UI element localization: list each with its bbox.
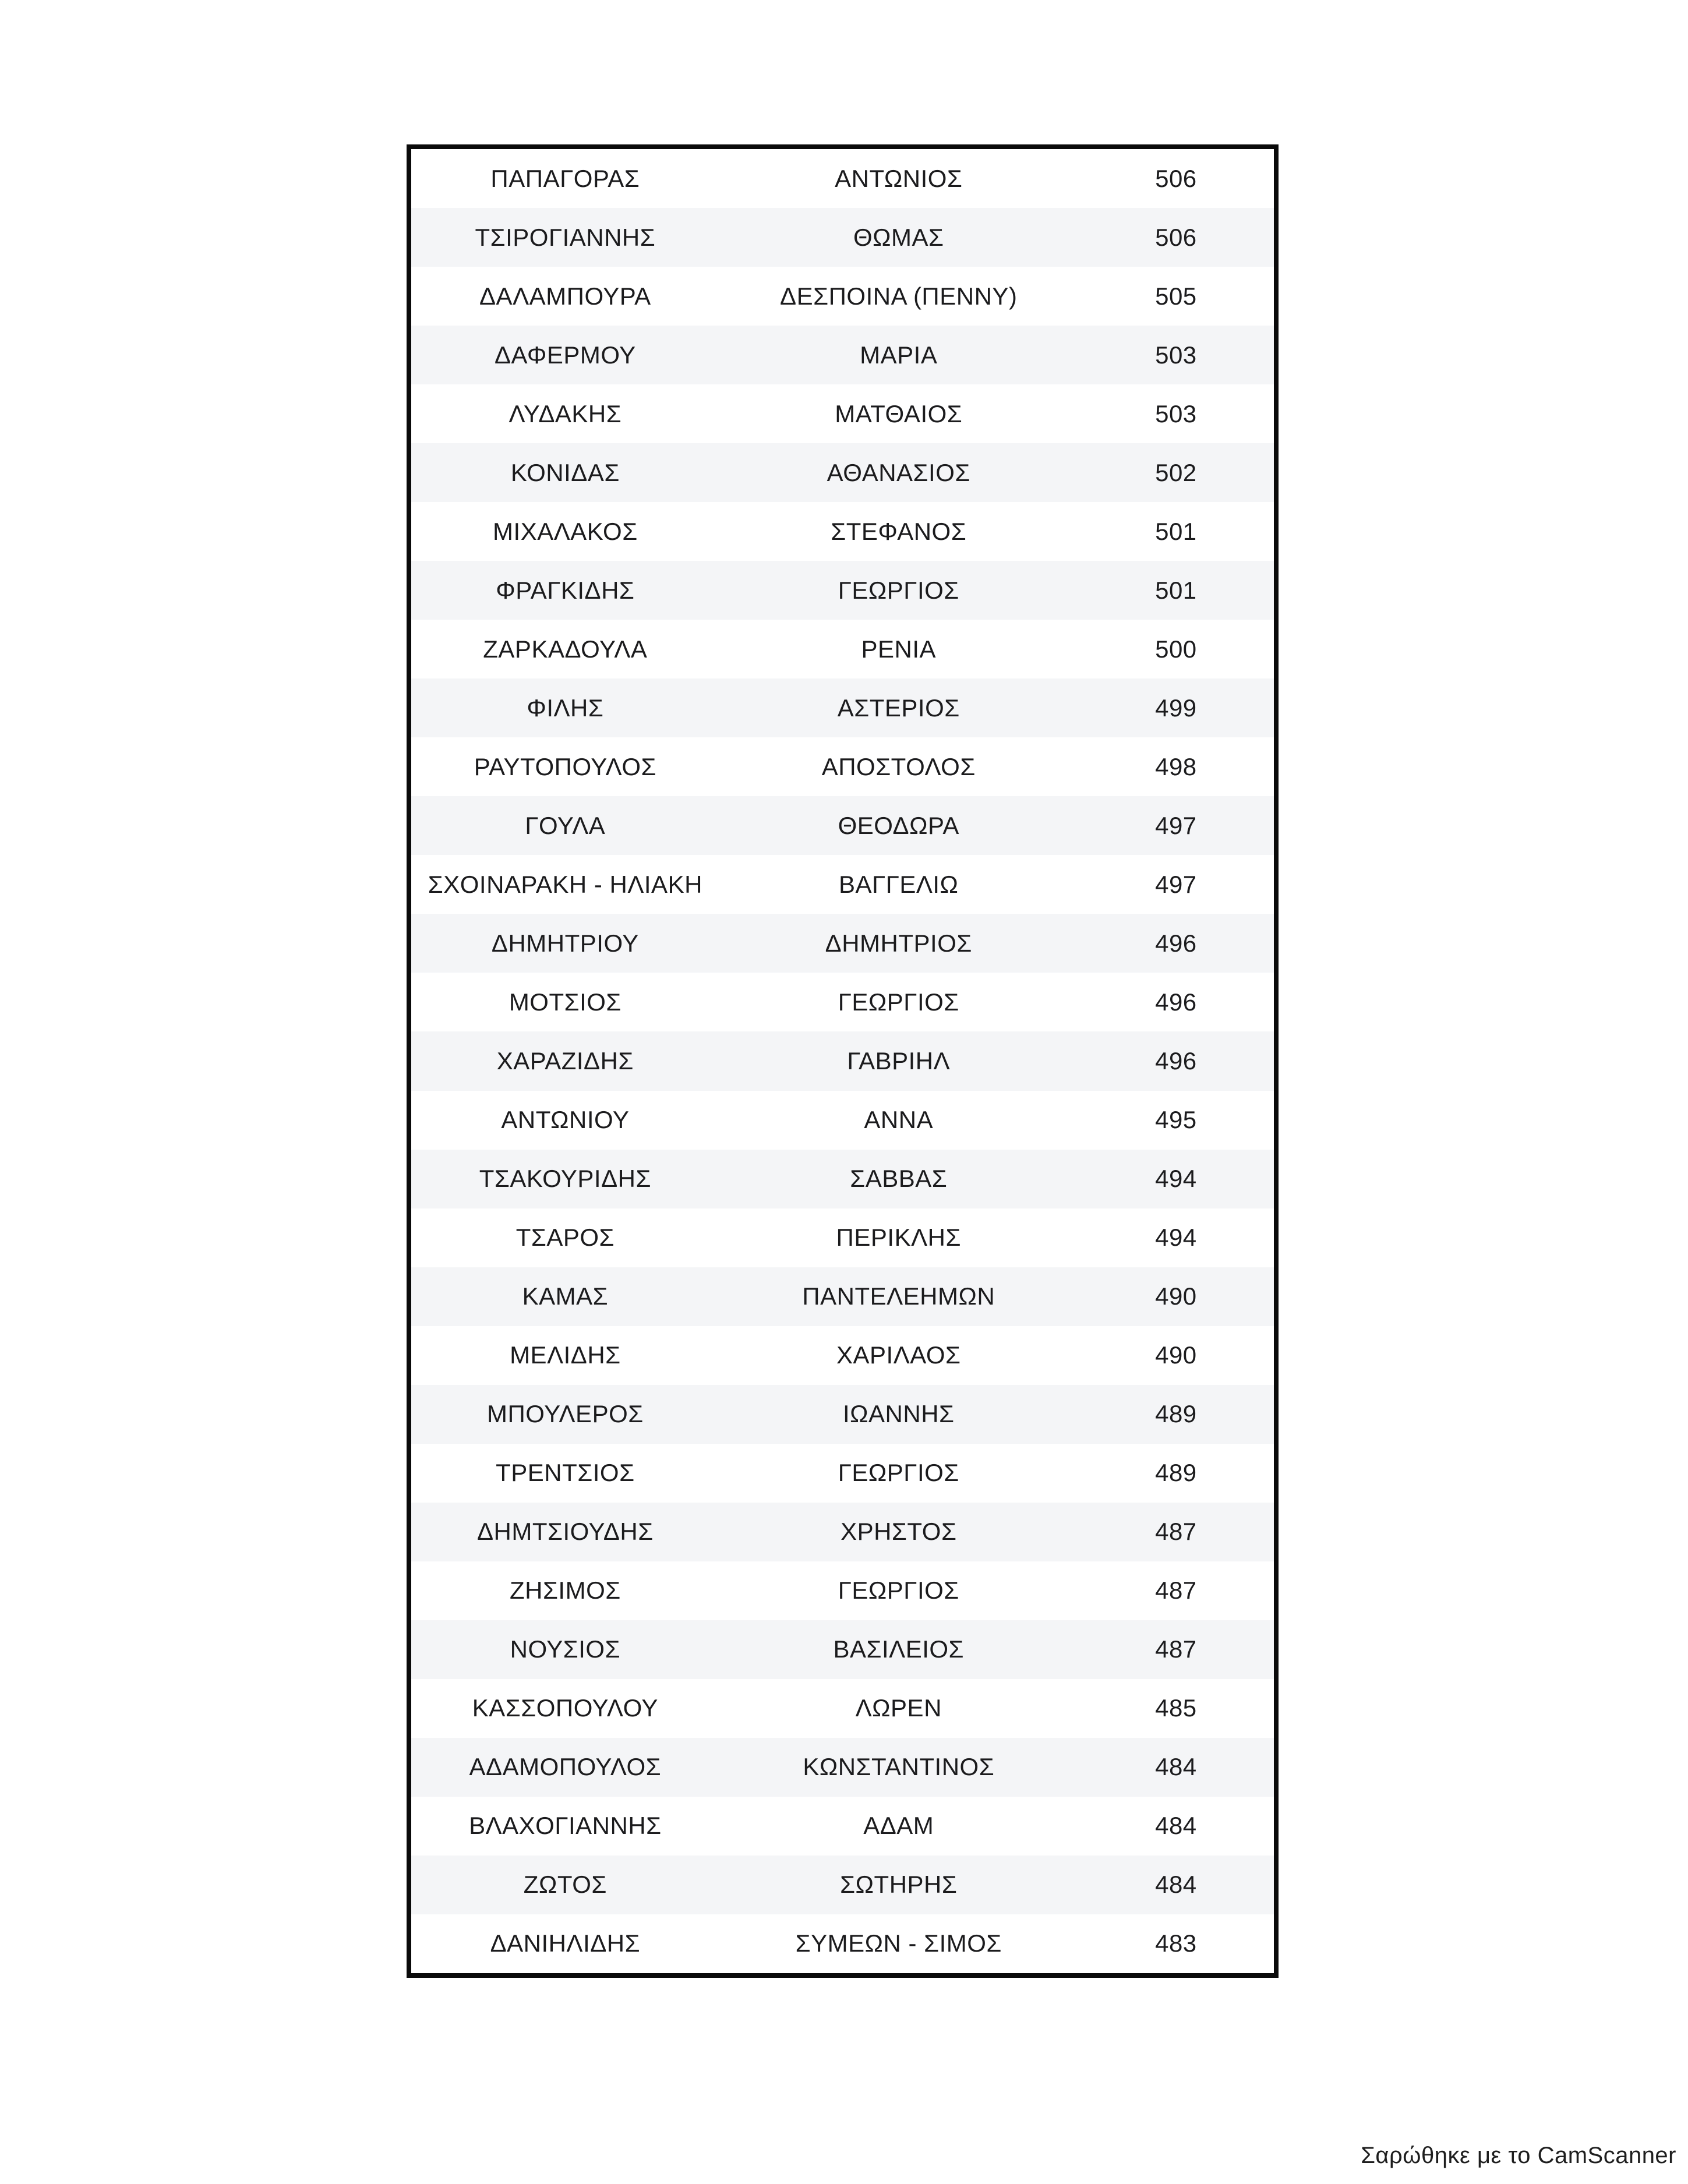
table-row [411,326,1274,384]
firstname-cell: ΡΕΝΙΑ [861,635,937,663]
results-table [407,144,1279,1978]
table-row [411,1091,1274,1150]
surname-cell: ΑΝΤΩΝΙΟΥ [501,1106,630,1134]
firstname-cell: ΣΩΤΗΡΗΣ [840,1871,958,1899]
score-cell: 497 [1155,870,1197,898]
surname-cell: ΤΣΑΚΟΥΡΙΔΗΣ [479,1165,651,1193]
table-row [411,502,1274,561]
score-cell: 496 [1155,988,1197,1016]
score-cell: 484 [1155,1871,1197,1899]
surname-cell: ΜΠΟΥΛΕΡΟΣ [486,1400,644,1428]
firstname-cell: ΓΕΩΡΓΙΟΣ [838,1577,959,1605]
score-cell: 494 [1155,1224,1197,1252]
firstname-cell: ΛΩΡΕΝ [855,1694,942,1722]
firstname-cell: ΜΑΤΘΑΙΟΣ [835,400,963,427]
firstname-cell: ΙΩΑΝΝΗΣ [842,1400,955,1428]
table-row [411,678,1274,737]
firstname-cell: ΑΘΑΝΑΣΙΟΣ [827,458,970,486]
table-row [411,796,1274,855]
surname-cell: ΚΟΝΙΔΑΣ [510,458,620,486]
score-cell: 499 [1155,694,1197,722]
table-row [411,855,1274,914]
firstname-cell: ΓΕΩΡΓΙΟΣ [838,576,959,604]
score-cell: 489 [1155,1400,1197,1428]
firstname-cell: ΘΕΟΔΩΡΑ [838,811,959,839]
firstname-cell: ΓΑΒΡΙΗΛ [847,1047,951,1075]
surname-cell: ΔΑΛΑΜΠΟΥΡΑ [479,282,651,310]
firstname-cell: ΔΕΣΠΟΙΝΑ (ΠΕΝΝΥ) [780,282,1018,310]
table-row [411,1679,1274,1738]
score-cell: 487 [1155,1635,1197,1663]
table-row [411,1208,1274,1267]
firstname-cell: ΣΥΜΕΩΝ - ΣΙΜΟΣ [795,1929,1002,1957]
score-cell: 506 [1155,223,1197,251]
score-cell: 500 [1155,635,1197,663]
score-cell: 506 [1155,164,1197,192]
score-cell: 495 [1155,1106,1197,1134]
surname-cell: ΦΙΛΗΣ [527,694,604,722]
table-row [411,384,1274,443]
surname-cell: ΔΑΦΕΡΜΟΥ [494,341,636,369]
surname-cell: ΔΗΜΗΤΡΙΟΥ [491,929,639,957]
surname-cell: ΖΑΡΚΑΔΟΥΛΑ [483,635,648,663]
table-row [411,914,1274,973]
firstname-cell: ΚΩΝΣΤΑΝΤΙΝΟΣ [803,1753,995,1781]
table-row [411,1914,1274,1973]
score-cell: 497 [1155,811,1197,839]
score-cell: 502 [1155,458,1197,486]
firstname-cell: ΘΩΜΑΣ [853,223,944,251]
firstname-cell: ΑΝΝΑ [864,1106,934,1134]
surname-cell: ΤΣΑΡΟΣ [515,1224,615,1252]
firstname-cell: ΣΑΒΒΑΣ [850,1165,948,1193]
score-cell: 498 [1155,752,1197,780]
table-row [411,208,1274,267]
table-row [411,149,1274,208]
score-cell: 494 [1155,1165,1197,1193]
firstname-cell: ΑΝΤΩΝΙΟΣ [835,164,963,192]
score-cell: 503 [1155,341,1197,369]
surname-cell: ΜΙΧΑΛΑΚΟΣ [493,517,638,545]
surname-cell: ΧΑΡΑΖΙΔΗΣ [496,1047,634,1075]
firstname-cell: ΧΡΗΣΤΟΣ [841,1518,957,1546]
score-cell: 485 [1155,1694,1197,1722]
firstname-cell: ΠΕΡΙΚΛΗΣ [836,1224,961,1252]
firstname-cell: ΔΗΜΗΤΡΙΟΣ [825,929,972,957]
score-cell: 487 [1155,1577,1197,1605]
surname-cell: ΚΑΣΣΟΠΟΥΛΟΥ [472,1694,658,1722]
camscanner-watermark: Σαρώθηκε με το CamScanner [1361,2143,1676,2168]
score-cell: 490 [1155,1282,1197,1310]
surname-cell: ΑΔΑΜΟΠΟΥΛΟΣ [469,1753,662,1781]
firstname-cell: ΑΣΤΕΡΙΟΣ [837,694,960,722]
firstname-cell: ΓΕΩΡΓΙΟΣ [838,988,959,1016]
firstname-cell: ΒΑΣΙΛΕΙΟΣ [833,1635,965,1663]
firstname-cell: ΧΑΡΙΛΑΟΣ [836,1341,961,1369]
table-row [411,1503,1274,1561]
surname-cell: ΤΣΙΡΟΓΙΑΝΝΗΣ [475,223,656,251]
score-cell: 501 [1155,517,1197,545]
score-cell: 496 [1155,1047,1197,1075]
firstname-cell: ΓΕΩΡΓΙΟΣ [838,1459,959,1487]
table-row [411,737,1274,796]
surname-cell: ΣΧΟΙΝΑΡΑΚΗ - ΗΛΙΑΚΗ [428,870,702,898]
table-row [411,1738,1274,1797]
surname-cell: ΦΡΑΓΚΙΔΗΣ [496,576,635,604]
firstname-cell: ΑΠΟΣΤΟΛΟΣ [821,752,976,780]
surname-cell: ΛΥΔΑΚΗΣ [508,400,622,427]
score-cell: 487 [1155,1518,1197,1546]
surname-cell: ΜΟΤΣΙΟΣ [508,988,621,1016]
table-row [411,267,1274,326]
table-row [411,1444,1274,1503]
table-row [411,1620,1274,1679]
table-row [411,443,1274,502]
table-row [411,620,1274,678]
surname-cell: ΔΗΜΤΣΙΟΥΔΗΣ [476,1518,654,1546]
surname-cell: ΡΑΥΤΟΠΟΥΛΟΣ [474,752,656,780]
surname-cell: ΒΛΑΧΟΓΙΑΝΝΗΣ [469,1812,662,1840]
surname-cell: ΚΑΜΑΣ [522,1282,609,1310]
surname-cell: ΤΡΕΝΤΣΙΟΣ [496,1459,635,1487]
surname-cell: ΔΑΝΙΗΛΙΔΗΣ [490,1929,641,1957]
firstname-cell: ΒΑΓΓΕΛΙΩ [839,870,959,898]
table-row [411,1797,1274,1856]
score-cell: 505 [1155,282,1197,310]
table-row [411,1856,1274,1914]
score-cell: 483 [1155,1929,1197,1957]
score-cell: 503 [1155,400,1197,427]
table-row [411,1385,1274,1444]
table-row [411,973,1274,1031]
firstname-cell: ΜΑΡΙΑ [860,341,938,369]
surname-cell: ΖΩΤΟΣ [523,1871,607,1899]
table-row [411,1326,1274,1385]
score-cell: 490 [1155,1341,1197,1369]
score-cell: 501 [1155,576,1197,604]
score-cell: 496 [1155,929,1197,957]
score-cell: 489 [1155,1459,1197,1487]
table-row [411,561,1274,620]
firstname-cell: ΣΤΕΦΑΝΟΣ [831,517,967,545]
score-cell: 484 [1155,1753,1197,1781]
surname-cell: ΝΟΥΣΙΟΣ [510,1635,621,1663]
score-cell: 484 [1155,1812,1197,1840]
surname-cell: ΜΕΛΙΔΗΣ [510,1341,621,1369]
table-row [411,1031,1274,1090]
firstname-cell: ΑΔΑΜ [863,1812,934,1840]
table-row [411,1150,1274,1208]
table-row [411,1267,1274,1326]
surname-cell: ΖΗΣΙΜΟΣ [509,1577,621,1605]
surname-cell: ΓΟΥΛΑ [525,811,606,839]
surname-cell: ΠΑΠΑΓΟΡΑΣ [490,164,640,192]
table-row [411,1561,1274,1620]
firstname-cell: ΠΑΝΤΕΛΕΗΜΩΝ [802,1282,995,1310]
